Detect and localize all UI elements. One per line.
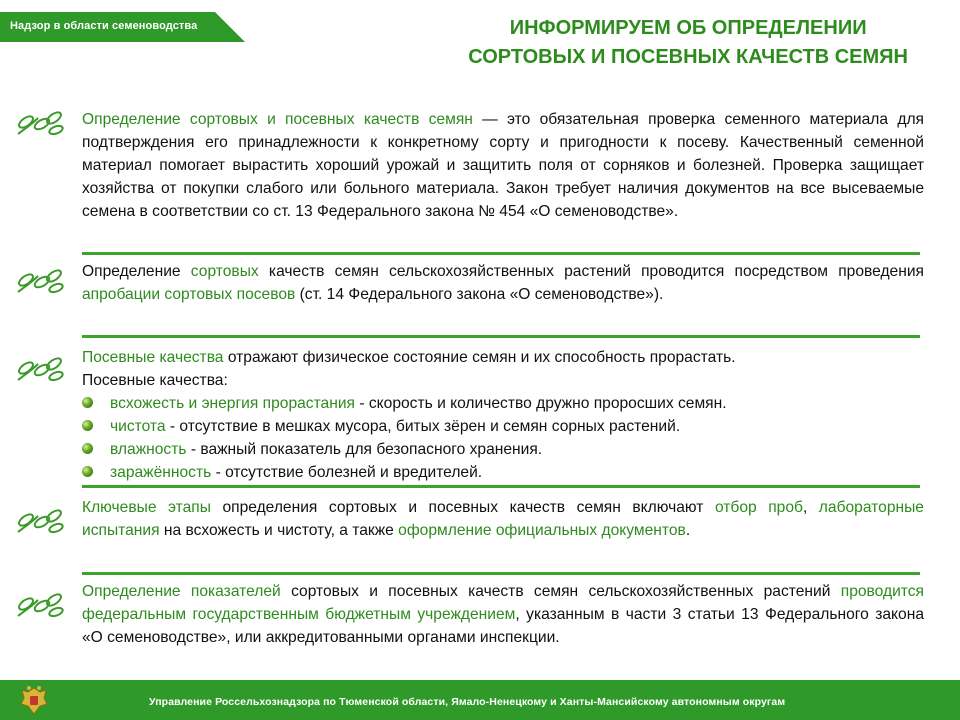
block4-text-4: .: [685, 522, 691, 539]
block2-text-2: качеств семян сельскохозяйственных растений проводится посредством проведения: [258, 263, 924, 280]
list-item-highlight: всхожесть и энергия прорастания: [110, 395, 355, 412]
divider: [82, 485, 920, 488]
block3-subheading: Посевные качества:: [82, 372, 228, 389]
leaf-sprout-icon: [16, 592, 68, 618]
block4-text-3: на всхожесть и чистоту, а также: [159, 522, 399, 539]
block1-highlight: Определение сортовых и посевных качеств семян: [82, 111, 473, 128]
block5-highlight-1: Определение показателей: [82, 583, 281, 600]
block4-text-2: ,: [802, 499, 819, 516]
block5-highlight-2: проводится федеральным государственным бюджетным учреждением: [82, 583, 924, 623]
block1-text: — это обязательная проверка семенного материала для подтверждения его принадлежности к конкретному сорту и пригодности к посеву. Качественный семенной материал помогает вырастить хороший урожай и защитить поля от сорняков и болезней. Проверка защищает хозяйства от покупки слабого или больного материала. Закон требует наличия документов на все высеваемые семена в соответствии со ст. 13 Федерального закона № 454 «О семеноводстве».: [82, 111, 924, 220]
list-item: [82, 415, 924, 438]
bullet-dot-icon: [82, 420, 93, 431]
bullet-dot-icon: [82, 466, 93, 477]
leaf-sprout-icon: [16, 508, 68, 534]
block2-highlight-1: сортовых: [190, 263, 259, 280]
block3-highlight: Посевные качества: [82, 349, 224, 366]
block-indicators: [82, 580, 924, 649]
block2-text-3: (ст. 14 Федерального закона «О семеноводстве»).: [295, 286, 664, 303]
block2-text-1: Определение: [82, 263, 191, 280]
block-sowing: [82, 346, 924, 484]
bullet-dot-icon: [82, 443, 93, 454]
block4-text-1: определения сортовых и посевных качеств семян включают: [210, 499, 715, 516]
list-item-highlight: чистота: [110, 418, 166, 435]
block3-text-1: отражают физическое состояние семян и их способность прорастать.: [223, 349, 736, 366]
list-item-highlight: влажность: [110, 441, 187, 458]
list-item: [82, 461, 924, 484]
block5-text-2: , указанным в части 3 статьи 13 Федерального закона «О семеноводстве», или аккредитованными органами инспекции.: [82, 606, 924, 646]
bullet-dot-icon: [82, 397, 93, 408]
section-tag: [0, 12, 245, 42]
section-tag-label: Надзор в области семеноводства: [10, 20, 198, 32]
footer-text: Управление Россельхознадзора по Тюменской области, Ямало-Ненецкому и Ханты-Мансийскому автономным округам: [149, 696, 786, 708]
leaf-sprout-icon: [16, 110, 68, 136]
emblem-icon: [18, 684, 50, 718]
list-item-text: - важный показатель для безопасного хранения.: [186, 441, 543, 458]
page-title: [468, 14, 908, 72]
divider: [82, 335, 920, 338]
leaf-sprout-icon: [16, 356, 68, 382]
list-item-highlight: заражённость: [110, 464, 212, 481]
page-title-line1: ИНФОРМИРУЕМ ОБ ОПРЕДЕЛЕНИИ: [509, 17, 867, 39]
block4-highlight-1: Ключевые этапы: [82, 499, 211, 516]
block5-text-1: сортовых и посевных качеств семян сельскохозяйственных растений: [280, 583, 841, 600]
list-item: [82, 392, 924, 415]
divider: [82, 572, 920, 575]
list-item-text: - отсутствие болезней и вредителей.: [211, 464, 483, 481]
block4-highlight-4: оформление официальных документов: [398, 522, 686, 539]
list-item-text: - скорость и количество дружно проросших семян.: [355, 395, 727, 412]
block2-highlight-2: апробации сортовых посевов: [82, 286, 296, 303]
block-stages: [82, 496, 924, 542]
page-title-line2: СОРТОВЫХ И ПОСЕВНЫХ КАЧЕСТВ СЕМЯН: [468, 46, 908, 68]
sowing-qualities-list: [82, 392, 924, 484]
list-item: [82, 438, 924, 461]
block4-highlight-3: лабораторные испытания: [82, 499, 924, 539]
block-varietal: [82, 260, 924, 306]
divider: [82, 252, 920, 255]
footer-bar: [0, 680, 960, 720]
leaf-sprout-icon: [16, 268, 68, 294]
block-definition: [82, 108, 924, 223]
block4-highlight-2: отбор проб: [714, 499, 803, 516]
list-item-text: - отсутствие в мешках мусора, битых зёрен и семян сорных растений.: [165, 418, 681, 435]
